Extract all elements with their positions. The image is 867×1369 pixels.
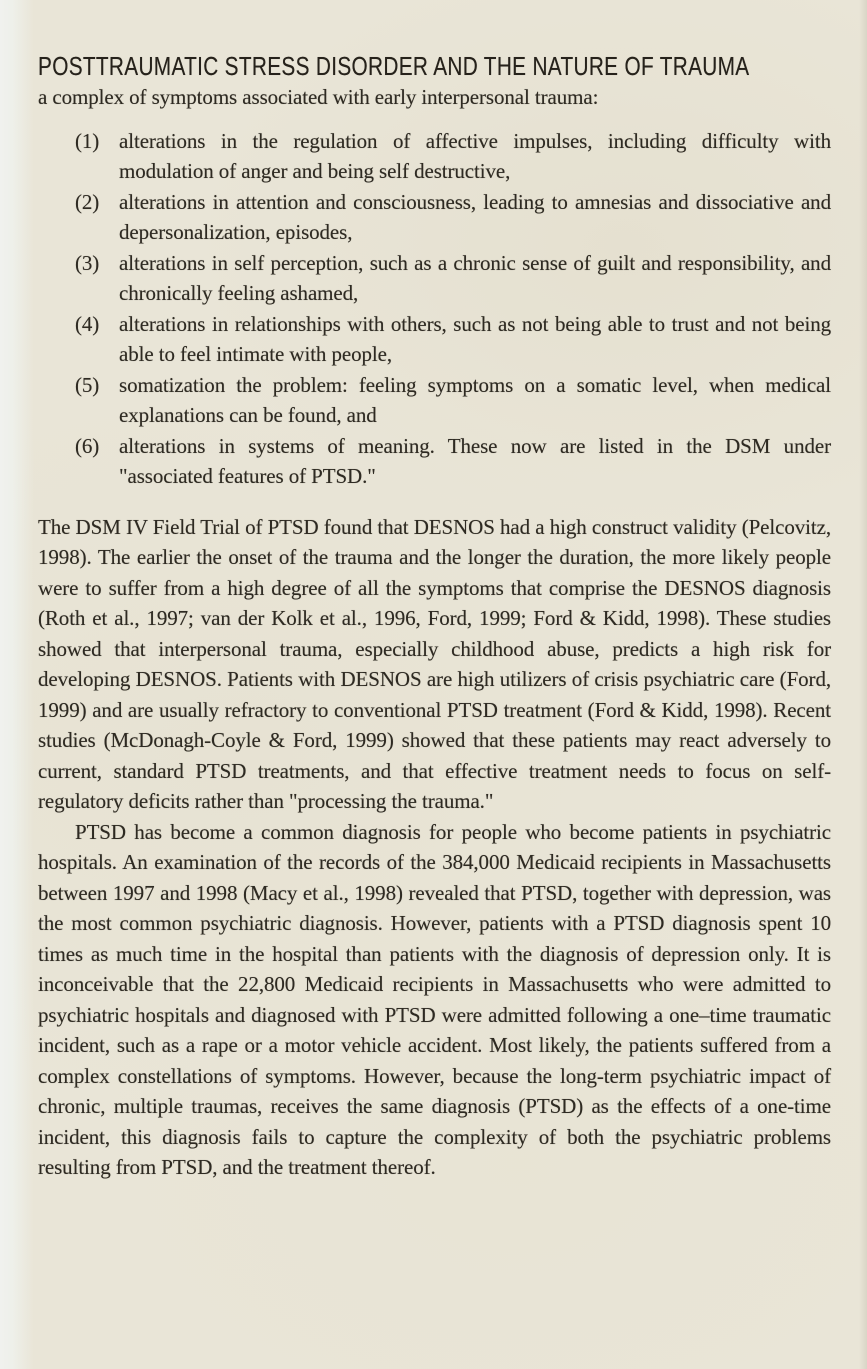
paragraph-ptsd-diagnosis: PTSD has become a common diagnosis for people who become patients in psychiatric hospitals. An examination of the records of the 384,000 Medicaid recipients in Massachusetts between 1997 and 1998 (Macy et al., 1998) revealed that PTSD, together with depression, was the most common psychiatric diagnosis. However, patients with a PTSD diagnosis spent 10 times as much time in the hospital than patients with the diagnosis of depression only. It is inconceivable that the 22,800 Medicaid recipients in Massachusetts who were admitted to psychiatric hospitals and diagnosed with PTSD were admitted following a one–time traumatic incident, such as a rape or a motor vehicle accident. Most likely, the patients suffered from a complex constellations of symptoms. However, because the long-term psychiatric impact of chronic, multiple traumas, receives the same diagnosis (PTSD) as the effects of a one-time incident, this diagnosis fails to capture the complexity of both the psychiatric problems resulting from PTSD, and the treatment thereof. xyxy=(38,819,831,1179)
list-item xyxy=(38,248,831,309)
page-content xyxy=(38,0,831,1183)
list-item-text: alterations in the regulation of affective impulses, including difficulty with modulation of anger and being self destructive, xyxy=(119,128,831,183)
symptom-list xyxy=(38,126,831,492)
list-item-number: (5) xyxy=(75,372,100,397)
list-item-number: (4) xyxy=(75,311,100,336)
list-item-number: (6) xyxy=(75,433,100,458)
list-item-number: (2) xyxy=(75,189,100,214)
list-item xyxy=(38,126,831,187)
list-item xyxy=(38,370,831,431)
list-item-text: alterations in self perception, such as a chronic sense of guilt and responsibility, and chronically feeling ashamed, xyxy=(119,250,831,305)
list-item-number: (3) xyxy=(75,250,100,275)
list-item-text: alterations in attention and consciousness, leading to amnesias and dissociative and depersonalization, episodes, xyxy=(119,189,831,244)
running-header xyxy=(38,51,831,82)
list-item xyxy=(38,309,831,370)
header-title: POSTTRAUMATIC STRESS DISORDER AND THE NATURE OF TRAUMA xyxy=(38,51,750,81)
list-item xyxy=(38,187,831,248)
list-item xyxy=(38,431,831,492)
paragraph-desnos-field-trial: The DSM IV Field Trial of PTSD found that DESNOS had a high construct validity (Pelcovitz, 1998). The earlier the onset of the trauma and the longer the duration, the more likely people were to suffer from a high degree of all the symptoms that comprise the DESNOS diagnosis (Roth et al., 1997; van der Kolk et al., 1996, Ford, 1999; Ford & Kidd, 1998). These studies showed that interpersonal trauma, especially childhood abuse, predicts a high risk for developing DESNOS. Patients with DESNOS are high utilizers of crisis psychiatric care (Ford, 1999) and are usually refractory to conventional PTSD treatment (Ford & Kidd, 1998). Recent studies (McDonagh-Coyle & Ford, 1999) showed that these patients may react adversely to current, standard PTSD treatments, and that effective treatment needs to focus on self-regulatory deficits rather than "processing the trauma." xyxy=(38,514,831,813)
list-item-text: alterations in relationships with others, such as not being able to trust and not being able to feel intimate with people, xyxy=(119,311,831,366)
list-item-text: somatization the problem: feeling symptoms on a somatic level, when medical explanations can be found, and xyxy=(119,372,831,427)
intro-paragraph: a complex of symptoms associated with early interpersonal trauma: xyxy=(38,85,599,109)
list-item-number: (1) xyxy=(75,128,100,153)
list-item-text: alterations in systems of meaning. These now are listed in the DSM under "associated features of PTSD." xyxy=(119,433,831,488)
